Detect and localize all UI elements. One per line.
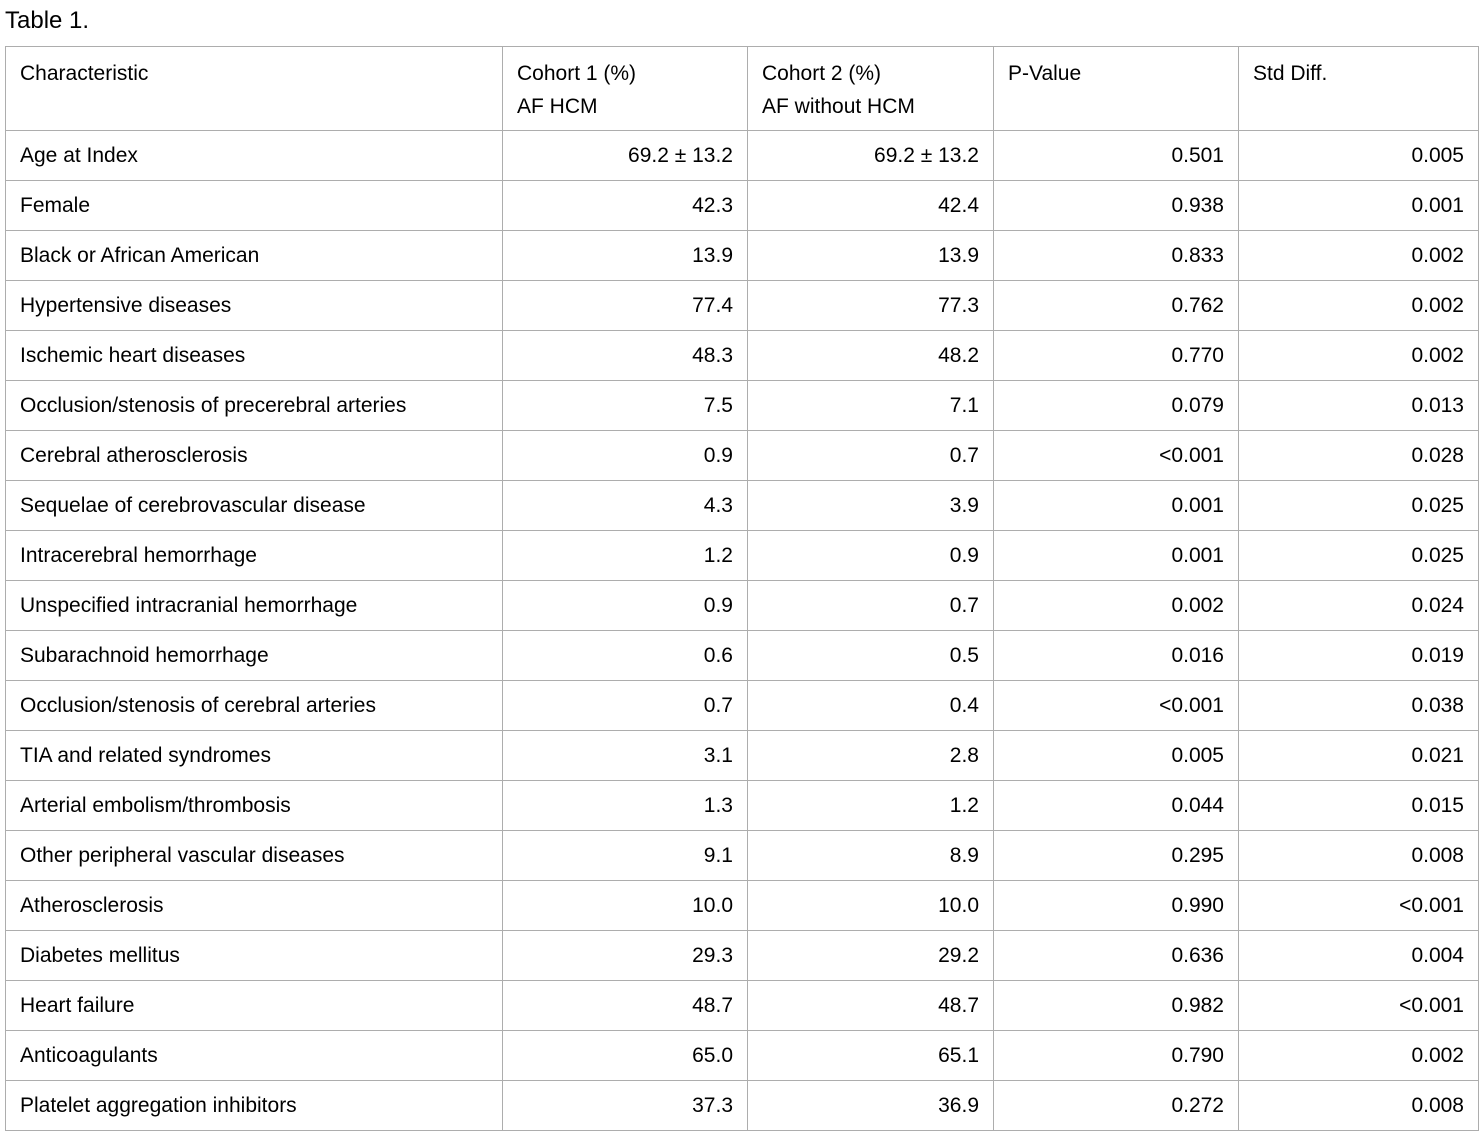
cohort1-cell: 10.0	[503, 881, 748, 931]
p-value-cell: 0.295	[994, 831, 1239, 881]
cohort1-cell: 13.9	[503, 231, 748, 281]
characteristic-cell: Diabetes mellitus	[6, 931, 503, 981]
cohort1-cell: 48.3	[503, 331, 748, 381]
column-header-p-value	[994, 47, 1239, 131]
characteristic-cell: Hypertensive diseases	[6, 281, 503, 331]
cohort2-cell: 8.9	[748, 831, 994, 881]
characteristic-cell: Atherosclerosis	[6, 881, 503, 931]
cohort1-cell: 48.7	[503, 981, 748, 1031]
table-row	[6, 531, 1479, 581]
column-sublabel: AF without HCM	[762, 95, 915, 118]
cohort2-cell: 3.9	[748, 481, 994, 531]
characteristic-cell: TIA and related syndromes	[6, 731, 503, 781]
p-value-cell: <0.001	[994, 681, 1239, 731]
column-label: Cohort 2 (%)	[762, 62, 882, 85]
characteristic-cell: Anticoagulants	[6, 1031, 503, 1081]
cohort1-cell: 0.9	[503, 431, 748, 481]
p-value-cell: 0.636	[994, 931, 1239, 981]
characteristic-cell: Sequelae of cerebrovascular disease	[6, 481, 503, 531]
p-value-cell: 0.001	[994, 531, 1239, 581]
table-row	[6, 781, 1479, 831]
cohort2-cell: 0.7	[748, 581, 994, 631]
std-diff-cell: 0.024	[1239, 581, 1479, 631]
p-value-cell: 0.501	[994, 131, 1239, 181]
cohort1-cell: 0.6	[503, 631, 748, 681]
std-diff-cell: <0.001	[1239, 981, 1479, 1031]
p-value-cell: 0.762	[994, 281, 1239, 331]
table-row	[6, 1081, 1479, 1131]
cohort1-cell: 0.7	[503, 681, 748, 731]
table-header	[6, 47, 1479, 131]
characteristic-cell: Unspecified intracranial hemorrhage	[6, 581, 503, 631]
column-label: Characteristic	[20, 62, 149, 85]
p-value-cell: 0.005	[994, 731, 1239, 781]
cohort2-cell: 1.2	[748, 781, 994, 831]
table-row	[6, 1031, 1479, 1081]
characteristic-cell: Platelet aggregation inhibitors	[6, 1081, 503, 1131]
table-title: Table 1.	[5, 7, 90, 34]
table-row	[6, 231, 1479, 281]
characteristic-cell: Occlusion/stenosis of cerebral arteries	[6, 681, 503, 731]
table-row	[6, 581, 1479, 631]
cohort2-cell: 2.8	[748, 731, 994, 781]
table-row	[6, 181, 1479, 231]
characteristic-cell: Intracerebral hemorrhage	[6, 531, 503, 581]
std-diff-cell: 0.038	[1239, 681, 1479, 731]
std-diff-cell: 0.002	[1239, 231, 1479, 281]
cohort2-cell: 48.2	[748, 331, 994, 381]
characteristic-cell: Cerebral atherosclerosis	[6, 431, 503, 481]
table-row	[6, 381, 1479, 431]
std-diff-cell: 0.028	[1239, 431, 1479, 481]
cohort2-cell: 36.9	[748, 1081, 994, 1131]
header-row	[6, 47, 1479, 131]
cohort1-cell: 1.2	[503, 531, 748, 581]
column-label: Cohort 1 (%)	[517, 62, 637, 85]
cohort1-cell: 29.3	[503, 931, 748, 981]
column-header-characteristic	[6, 47, 503, 131]
characteristic-cell: Black or African American	[6, 231, 503, 281]
characteristic-cell: Age at Index	[6, 131, 503, 181]
characteristic-cell: Ischemic heart diseases	[6, 331, 503, 381]
column-label: P-Value	[1008, 62, 1082, 85]
p-value-cell: 0.016	[994, 631, 1239, 681]
std-diff-cell: 0.021	[1239, 731, 1479, 781]
p-value-cell: 0.079	[994, 381, 1239, 431]
column-label: Std Diff.	[1253, 62, 1328, 85]
std-diff-cell: 0.001	[1239, 181, 1479, 231]
cohort1-cell: 69.2 ± 13.2	[503, 131, 748, 181]
table-row	[6, 481, 1479, 531]
characteristic-cell: Female	[6, 181, 503, 231]
cohort2-cell: 65.1	[748, 1031, 994, 1081]
cohort2-cell: 13.9	[748, 231, 994, 281]
std-diff-cell: 0.025	[1239, 531, 1479, 581]
p-value-cell: 0.770	[994, 331, 1239, 381]
table-row	[6, 831, 1479, 881]
cohort2-cell: 69.2 ± 13.2	[748, 131, 994, 181]
cohort1-cell: 65.0	[503, 1031, 748, 1081]
table-row	[6, 731, 1479, 781]
cohort1-cell: 77.4	[503, 281, 748, 331]
cohort2-cell: 42.4	[748, 181, 994, 231]
table-row	[6, 281, 1479, 331]
cohort1-cell: 3.1	[503, 731, 748, 781]
characteristic-cell: Subarachnoid hemorrhage	[6, 631, 503, 681]
cohort1-cell: 1.3	[503, 781, 748, 831]
std-diff-cell: 0.013	[1239, 381, 1479, 431]
p-value-cell: 0.001	[994, 481, 1239, 531]
table-body	[6, 131, 1479, 1131]
cohort2-cell: 0.5	[748, 631, 994, 681]
cohort2-cell: 29.2	[748, 931, 994, 981]
std-diff-cell: 0.002	[1239, 281, 1479, 331]
std-diff-cell: 0.008	[1239, 831, 1479, 881]
table-row	[6, 931, 1479, 981]
p-value-cell: 0.833	[994, 231, 1239, 281]
table-row	[6, 981, 1479, 1031]
cohort-comparison-table	[5, 46, 1479, 1131]
column-header-cohort2	[748, 47, 994, 131]
cohort1-cell: 42.3	[503, 181, 748, 231]
cohort2-cell: 48.7	[748, 981, 994, 1031]
cohort2-cell: 0.7	[748, 431, 994, 481]
std-diff-cell: 0.025	[1239, 481, 1479, 531]
table-row	[6, 331, 1479, 381]
cohort2-cell: 0.4	[748, 681, 994, 731]
p-value-cell: 0.990	[994, 881, 1239, 931]
characteristic-cell: Arterial embolism/thrombosis	[6, 781, 503, 831]
p-value-cell: 0.938	[994, 181, 1239, 231]
characteristic-cell: Other peripheral vascular diseases	[6, 831, 503, 881]
cohort1-cell: 4.3	[503, 481, 748, 531]
column-header-cohort1	[503, 47, 748, 131]
p-value-cell: 0.272	[994, 1081, 1239, 1131]
cohort1-cell: 9.1	[503, 831, 748, 881]
cohort2-cell: 7.1	[748, 381, 994, 431]
std-diff-cell: 0.008	[1239, 1081, 1479, 1131]
p-value-cell: 0.002	[994, 581, 1239, 631]
table-row	[6, 431, 1479, 481]
cohort2-cell: 0.9	[748, 531, 994, 581]
column-sublabel: AF HCM	[517, 95, 598, 118]
cohort1-cell: 0.9	[503, 581, 748, 631]
cohort2-cell: 77.3	[748, 281, 994, 331]
p-value-cell: 0.044	[994, 781, 1239, 831]
std-diff-cell: 0.004	[1239, 931, 1479, 981]
cohort1-cell: 7.5	[503, 381, 748, 431]
cohort1-cell: 37.3	[503, 1081, 748, 1131]
std-diff-cell: 0.002	[1239, 331, 1479, 381]
p-value-cell: <0.001	[994, 431, 1239, 481]
table-row	[6, 681, 1479, 731]
p-value-cell: 0.790	[994, 1031, 1239, 1081]
cohort2-cell: 10.0	[748, 881, 994, 931]
std-diff-cell: 0.019	[1239, 631, 1479, 681]
table-row	[6, 631, 1479, 681]
std-diff-cell: <0.001	[1239, 881, 1479, 931]
std-diff-cell: 0.005	[1239, 131, 1479, 181]
characteristic-cell: Heart failure	[6, 981, 503, 1031]
characteristic-cell: Occlusion/stenosis of precerebral arteries	[6, 381, 503, 431]
column-header-std-diff	[1239, 47, 1479, 131]
p-value-cell: 0.982	[994, 981, 1239, 1031]
table-row	[6, 131, 1479, 181]
std-diff-cell: 0.015	[1239, 781, 1479, 831]
table-row	[6, 881, 1479, 931]
std-diff-cell: 0.002	[1239, 1031, 1479, 1081]
